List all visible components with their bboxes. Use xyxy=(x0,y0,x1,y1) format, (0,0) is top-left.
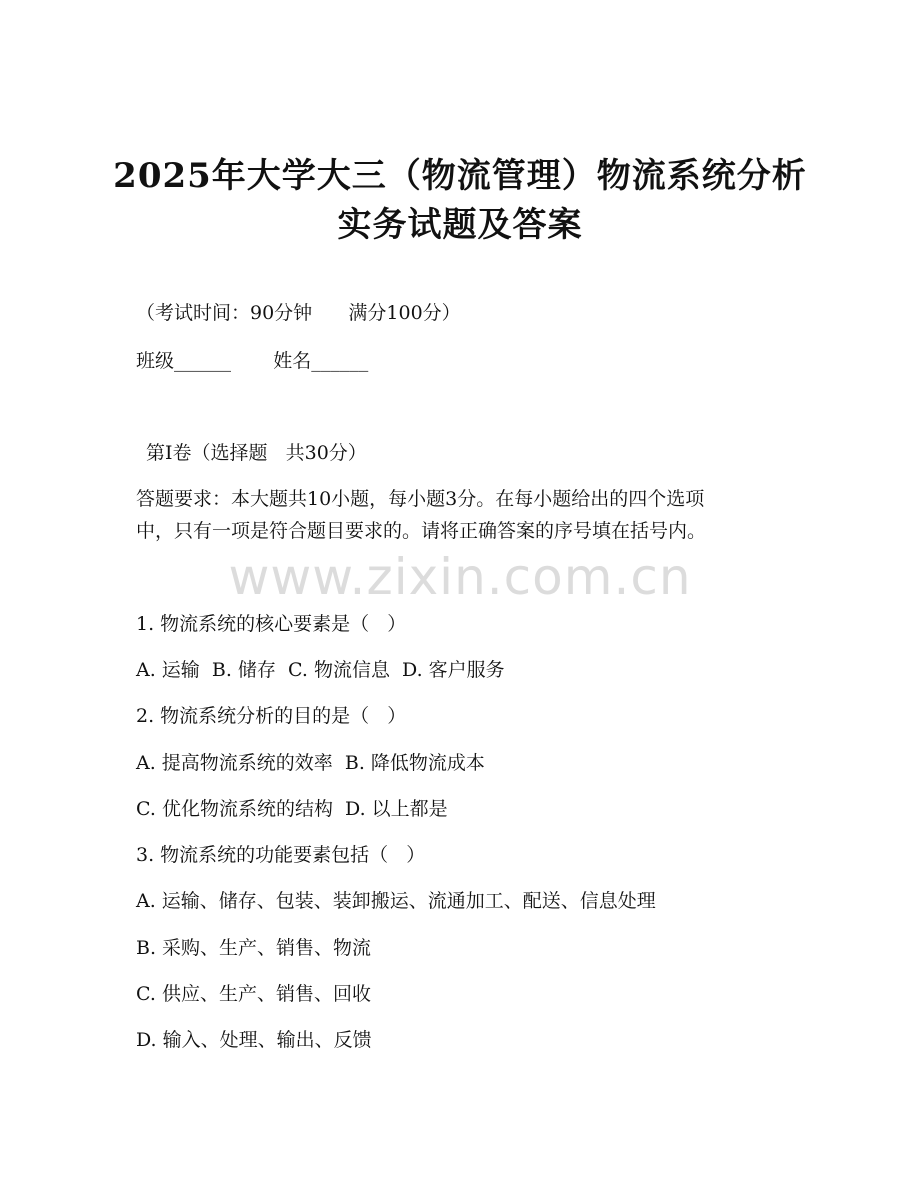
exam-info: （考试时间：90分钟 满分100分） xyxy=(136,302,461,324)
question-2-options-1: A. 提高物流系统的效率 B. 降低物流成本 xyxy=(136,752,485,774)
question-2-options-2: C. 优化物流系统的结构 D. 以上都是 xyxy=(136,798,448,820)
class-name-line: 班级______ 姓名______ xyxy=(136,350,369,372)
section-heading: 第Ⅰ卷（选择题 共30分） xyxy=(146,442,367,464)
watermark: www.zixin.com.cn xyxy=(228,548,692,606)
document-title-line-2: 实务试题及答案 xyxy=(337,205,583,245)
question-3-stem: 3. 物流系统的功能要素包括（ ） xyxy=(136,844,426,866)
question-3-option-b: B. 采购、生产、销售、物流 xyxy=(136,937,372,959)
question-2-stem: 2. 物流系统分析的目的是（ ） xyxy=(136,705,407,727)
instructions-line-2: 中，只有一项是符合题目要求的。请将正确答案的序号填在括号内。 xyxy=(136,520,707,542)
question-3-option-c: C. 供应、生产、销售、回收 xyxy=(136,983,371,1005)
question-1-stem: 1. 物流系统的核心要素是（ ） xyxy=(136,613,407,635)
instructions-line-1: 答题要求：本大题共10小题，每小题3分。在每小题给出的四个选项 xyxy=(136,488,705,510)
question-3-option-d: D. 输入、处理、输出、反馈 xyxy=(136,1029,372,1051)
question-3-option-a: A. 运输、储存、包装、装卸搬运、流通加工、配送、信息处理 xyxy=(136,890,656,912)
question-1-options: A. 运输 B. 储存 C. 物流信息 D. 客户服务 xyxy=(136,659,505,681)
document-title-line-1: 2025年大学大三（物流管理）物流系统分析 xyxy=(113,156,807,196)
